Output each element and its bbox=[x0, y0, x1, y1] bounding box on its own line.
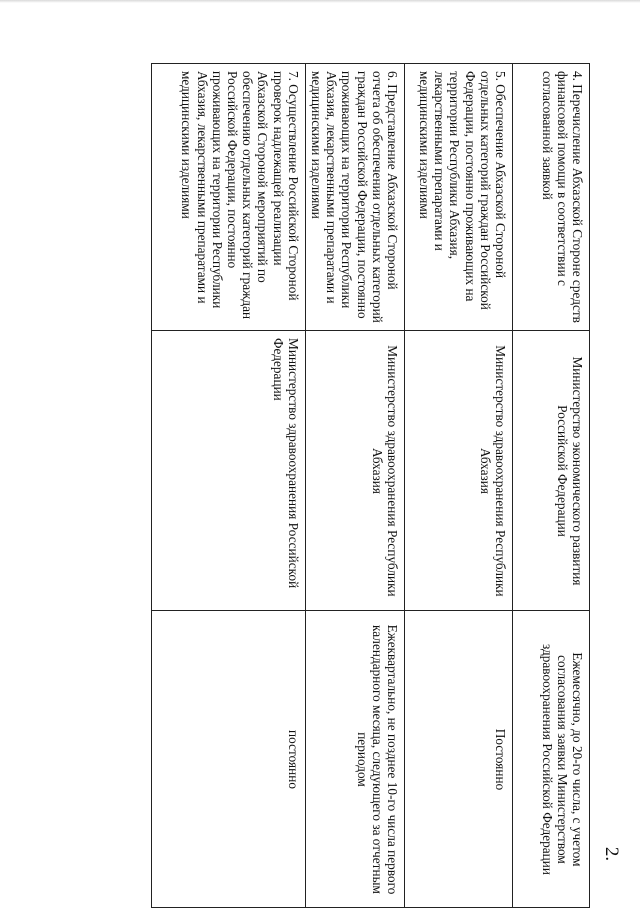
task-cell: 4. Перечисление Абхазской Стороне средств финансовой помощи в соответствии с согласованной заявкой bbox=[513, 64, 590, 331]
executor-cell: Министерство здравоохранения Российской Федерации bbox=[151, 331, 305, 611]
executor-cell: Министерство здравоохранения Республики Абхазия bbox=[405, 331, 513, 611]
term-cell: Постоянно bbox=[405, 611, 513, 908]
scan-edge bbox=[0, 0, 640, 3]
page-number: 2. bbox=[601, 846, 622, 862]
executor-cell: Министерство экономического развития Российской Федерации bbox=[513, 331, 590, 611]
table-row-6 bbox=[305, 64, 404, 908]
task-cell: 5. Обеспечение Абхазской Стороной отдельных категорий граждан Российской Федерации, постоянно проживающих на территории Республики Абхазия, лекарственными препаратами и медицинскими изделиями bbox=[405, 64, 513, 331]
measures-table bbox=[151, 63, 590, 908]
table-row-7 bbox=[151, 64, 305, 908]
term-cell: постоянно bbox=[151, 611, 305, 908]
executor-cell: Министерство здравоохранения Республики Абхазия bbox=[305, 331, 404, 611]
table-row-5 bbox=[405, 64, 513, 908]
measures-table-rotated bbox=[155, 63, 590, 895]
table-row-4 bbox=[513, 64, 590, 908]
task-cell: 7. Осуществление Российской Стороной проверок надлежащей реализации Абхазской Стороной мероприятий по обеспечению отдельных категорий граждан Российской Федерации, постоянно проживающих на территории Республики Абхазия, лекарственными препаратами и медицинскими изделиями bbox=[151, 64, 305, 331]
task-cell: 6. Представление Абхазской Стороной отчета об обеспечении отдельных категорий граждан Российской Федерации, постоянно проживающих на территории Республики Абхазия, лекарственными препаратами и медицинскими изделиями bbox=[305, 64, 404, 331]
term-cell: Ежеквартально, не позднее 10-го числа первого календарного месяца, следующего за отчетным периодом bbox=[305, 611, 404, 908]
term-cell: Ежемесячно, до 20-го числа, с учетом согласования заявки Министерством здравоохранения Российской Федерации bbox=[513, 611, 590, 908]
